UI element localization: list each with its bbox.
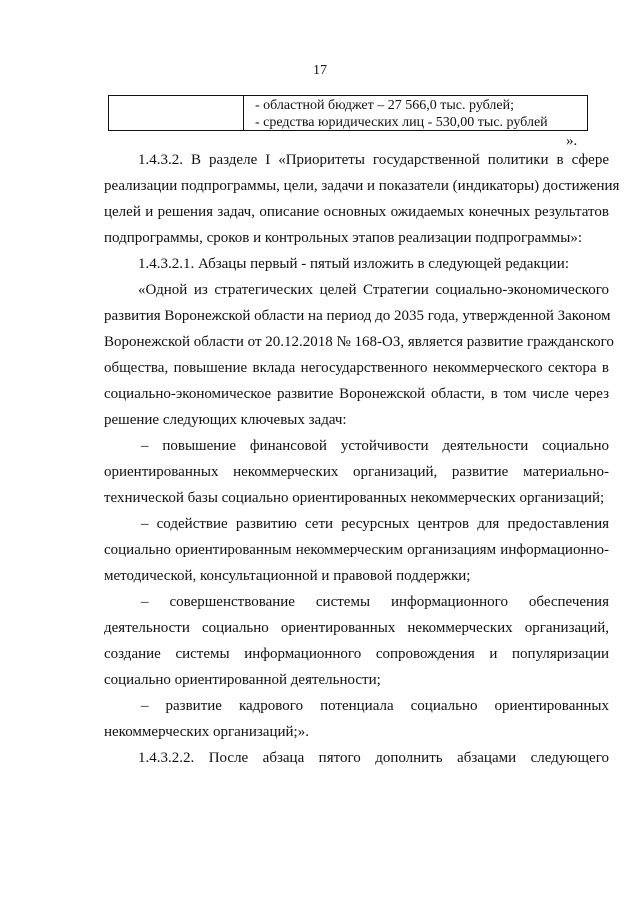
- text-line: подпрограммы, сроков и контрольных этапов реализации подпрограммы»:: [104, 230, 583, 246]
- text-line: «Одной из стратегических целей Стратегии социально-экономического: [138, 282, 609, 298]
- table-cell-left: [109, 96, 244, 130]
- text-line: – развитие кадрового потенциала социально ориентированных: [141, 698, 609, 714]
- text-line: социально ориентированным некоммерческим организациям информационно-: [104, 542, 609, 558]
- text-line: решение следующих ключевых задач:: [104, 412, 347, 428]
- text-line: социально ориентированной деятельности;: [104, 672, 381, 688]
- text-line: 1.4.3.2.2. После абзаца пятого дополнить абзацами следующего: [138, 750, 609, 766]
- text-line: Воронежской области от 20.12.2018 № 168-ОЗ, является развитие гражданского: [104, 334, 614, 350]
- text-line: – содействие развитию сети ресурсных центров для предоставления: [141, 516, 609, 532]
- page-number: 17: [313, 63, 327, 78]
- budget-table-fragment: [108, 95, 588, 131]
- text-line: развития Воронежской области на период до 2035 года, утвержденной Законом: [104, 308, 611, 324]
- text-line: – совершенствование системы информационного обеспечения: [141, 594, 609, 610]
- closing-quote: ».: [566, 133, 578, 149]
- table-cell-right: [255, 97, 548, 131]
- text-line: целей и решения задач, описание основных ожидаемых конечных результатов: [104, 204, 609, 220]
- text-line: социально-экономическое развитие Воронежской области, в том числе через: [104, 386, 609, 402]
- text-line: – повышение финансовой устойчивости деятельности социально: [141, 438, 609, 454]
- text-line: 1.4.3.2. В разделе I «Приоритеты государственной политики в сфере: [138, 152, 609, 168]
- text-line: создание системы информационного сопровождения и популяризации: [104, 646, 609, 662]
- text-line: деятельности социально ориентированных некоммерческих организаций,: [104, 620, 609, 636]
- text-line: 1.4.3.2.1. Абзацы первый - пятый изложить в следующей редакции:: [138, 256, 569, 272]
- text-line: технической базы социально ориентированных некоммерческих организаций;: [104, 490, 605, 506]
- text-line: методической, консультационной и правовой поддержки;: [104, 568, 471, 584]
- text-line: ориентированных некоммерческих организаций, развитие материально-: [104, 464, 609, 480]
- text-line: общества, повышение вклада негосударственного некоммерческого сектора в: [104, 360, 609, 376]
- table-line-regional-budget: - областной бюджет – 27 566,0 тыс. рублей;: [255, 98, 514, 113]
- text-line: реализации подпрограммы, цели, задачи и показатели (индикаторы) достижения: [104, 178, 620, 194]
- table-line-legal-entities: - средства юридических лиц - 530,00 тыс. рублей: [255, 115, 548, 130]
- text-line: некоммерческих организаций;».: [104, 724, 309, 740]
